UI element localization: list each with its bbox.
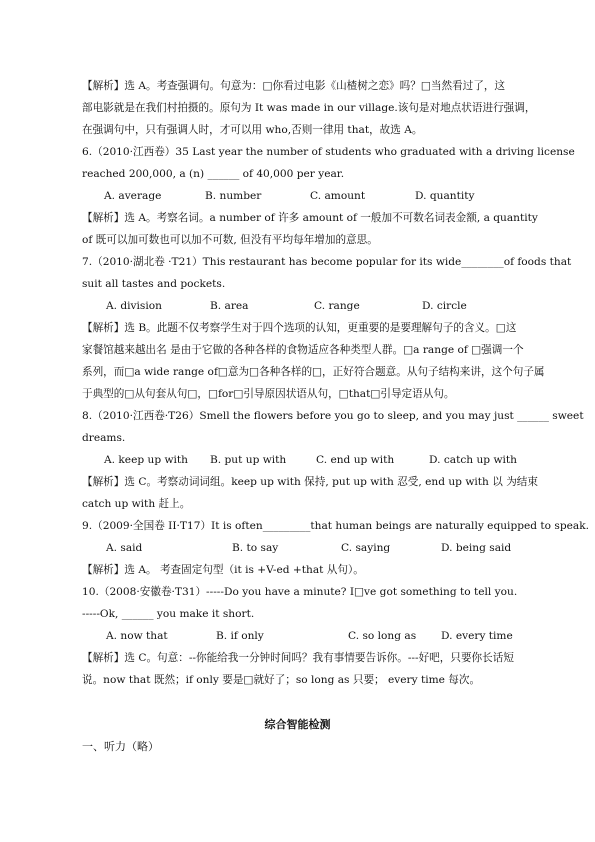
option-q9-c: C. saying xyxy=(341,542,391,554)
option-q8-b: B. put up with xyxy=(210,454,287,466)
option-q7-a: A. division xyxy=(106,300,162,312)
section-title: 综合智能检测 xyxy=(264,718,331,731)
option-q10-d: D. every time xyxy=(441,630,513,642)
text-line: 系列，而□a wide range of□意为□各种各样的□，正好符合题意。从句子结构来讲，这个句子属 xyxy=(82,366,545,378)
text-line: suit all tastes and pockets. xyxy=(82,278,226,290)
option-q6-b: B. number xyxy=(205,190,262,202)
text-line: reached 200,000, a (n) ______ of 40,000 per year. xyxy=(82,168,345,180)
text-line: 7.（2010·湖北卷 ·T21）This restaurant has become popular for its wide________of foods that xyxy=(82,256,572,268)
option-q7-d: D. circle xyxy=(422,300,467,312)
text-line: -----Ok, ______ you make it short. xyxy=(82,608,255,620)
option-q6-c: C. amount xyxy=(310,190,366,202)
option-q9-a: A. said xyxy=(106,542,143,554)
subsection-title: 一、听力（略） xyxy=(82,740,159,753)
option-q6-d: D. quantity xyxy=(415,190,475,202)
text-line: 6.（2010·江西卷）35 Last year the number of students who graduated with a driving license xyxy=(82,146,575,158)
text-line: 部电影就是在我们村拍摄的。原句为 It was made in our village.该句是对地点状语进行强调， xyxy=(82,102,536,114)
option-q8-d: D. catch up with xyxy=(429,454,517,466)
option-q7-b: B. area xyxy=(210,300,249,312)
option-q7-c: C. range xyxy=(314,300,360,312)
option-q10-c: C. so long as xyxy=(348,630,417,642)
text-line: 【解析】选 A。考察名词。a number of 许多 amount of 一般加不可数名词表金额, a quantity xyxy=(82,212,538,224)
option-q9-b: B. to say xyxy=(232,542,279,554)
option-q9-d: D. being said xyxy=(441,542,512,554)
text-line: 说。now that 既然；if only 要是□就好了；so long as 只要； every time 每次。 xyxy=(82,674,481,686)
text-line: 【解析】选 A。考查强调句。句意为：□你看过电影《山楂树之恋》吗？□当然看过了，这 xyxy=(82,80,506,92)
option-q8-c: C. end up with xyxy=(316,454,395,466)
text-line: 【解析】选 C。句意：--你能给我一分钟时间吗？我有事情要告诉你。---好吧，只要你长话短 xyxy=(82,652,514,664)
text-line: 8.（2010·江西卷·T26）Smell the flowers before you go to sleep, and you may just ______ sweet xyxy=(82,410,584,422)
option-q8-a: A. keep up with xyxy=(104,454,188,466)
text-line: 10.（2008·安徽卷·T31）-----Do you have a minute? I□ve got something to tell you. xyxy=(82,586,518,598)
text-line: 在强调句中，只有强调人时，才可以用 who,否则一律用 that，故选 A。 xyxy=(82,124,423,136)
option-q10-b: B. if only xyxy=(216,630,264,642)
text-line: 【解析】选 B。此题不仅考察学生对于四个选项的认知，更重要的是要理解句子的含义。□这 xyxy=(82,322,517,334)
text-line: of 既可以加可数也可以加不可数, 但没有平均每年增加的意思。 xyxy=(82,234,378,246)
text-line: catch up with 赶上。 xyxy=(82,498,191,510)
text-line: 【解析】选 C。考察动词词组。keep up with 保持, put up with 忍受, end up with 以 为结束 xyxy=(82,476,538,488)
text-line: 9.（2009·全国卷 II·T17）It is often_________that human beings are naturally equipped to speak. xyxy=(82,520,590,532)
text-line: dreams. xyxy=(82,432,126,444)
text-line: 【解析】选 A。 考查固定句型（it is +V-ed +that 从句）。 xyxy=(82,564,364,576)
text-line: 家餐馆越来越出名 是由于它做的各种各样的食物适应各种类型人群。□a range of □强调一个 xyxy=(82,344,524,356)
option-q6-a: A. average xyxy=(104,190,162,202)
option-q10-a: A. now that xyxy=(106,630,168,642)
text-line: 于典型的□从句套从句□，□for□引导原因状语从句，□that□引导定语从句。 xyxy=(82,388,455,400)
